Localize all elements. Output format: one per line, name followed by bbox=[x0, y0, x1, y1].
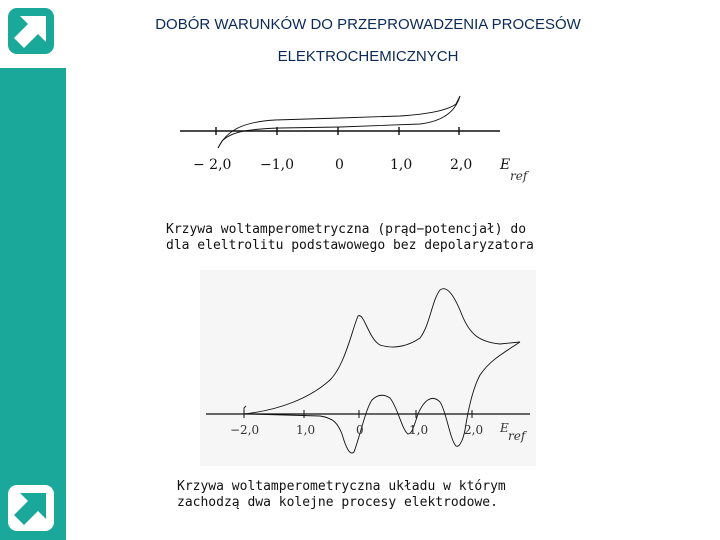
figure2-caption bbox=[177, 479, 506, 511]
figure2-tick-label: 0 bbox=[356, 423, 364, 437]
figure1-tick-label: 0 bbox=[335, 157, 344, 173]
page-title-line1: DOBÓR WARUNKÓW DO PRZEPROWADZENIA PROCESÓW bbox=[155, 16, 581, 33]
figure2-tick-label: 1,0 bbox=[409, 423, 429, 437]
figure2-tick-label: −2,0 bbox=[230, 423, 260, 437]
figure1-tick-label: 1,0 bbox=[390, 157, 413, 173]
figure1-caption-line2: dla eleltrolitu podstawowego bez depolaryzatora bbox=[166, 238, 534, 253]
figure1-caption-line1: Krzywa woltamperometryczna (prąd−potencjał) do bbox=[166, 222, 527, 237]
figure2-axis-label-sub: ref bbox=[508, 429, 526, 443]
figure2-caption-line1: Krzywa woltamperometryczna układu w którym bbox=[177, 479, 506, 494]
figure2-axis-label: E bbox=[500, 421, 509, 435]
figure1-tick-label: −1,0 bbox=[260, 157, 294, 173]
figure2-tick-label: 2,0 bbox=[464, 423, 484, 437]
page-title-line2: ELEKTROCHEMICZNYCH bbox=[277, 48, 459, 65]
figure1-tick-label: 2,0 bbox=[450, 157, 473, 173]
figure1-axis-label-sub: ref bbox=[510, 169, 528, 183]
figure1-tick-label: − 2,0 bbox=[193, 157, 232, 173]
figure2-caption-line2: zachodzą dwa kolejne procesy elektrodowe. bbox=[177, 495, 498, 510]
figure2-tick-label: 1,0 bbox=[296, 423, 316, 437]
figure1-axis-label: E bbox=[500, 157, 511, 173]
